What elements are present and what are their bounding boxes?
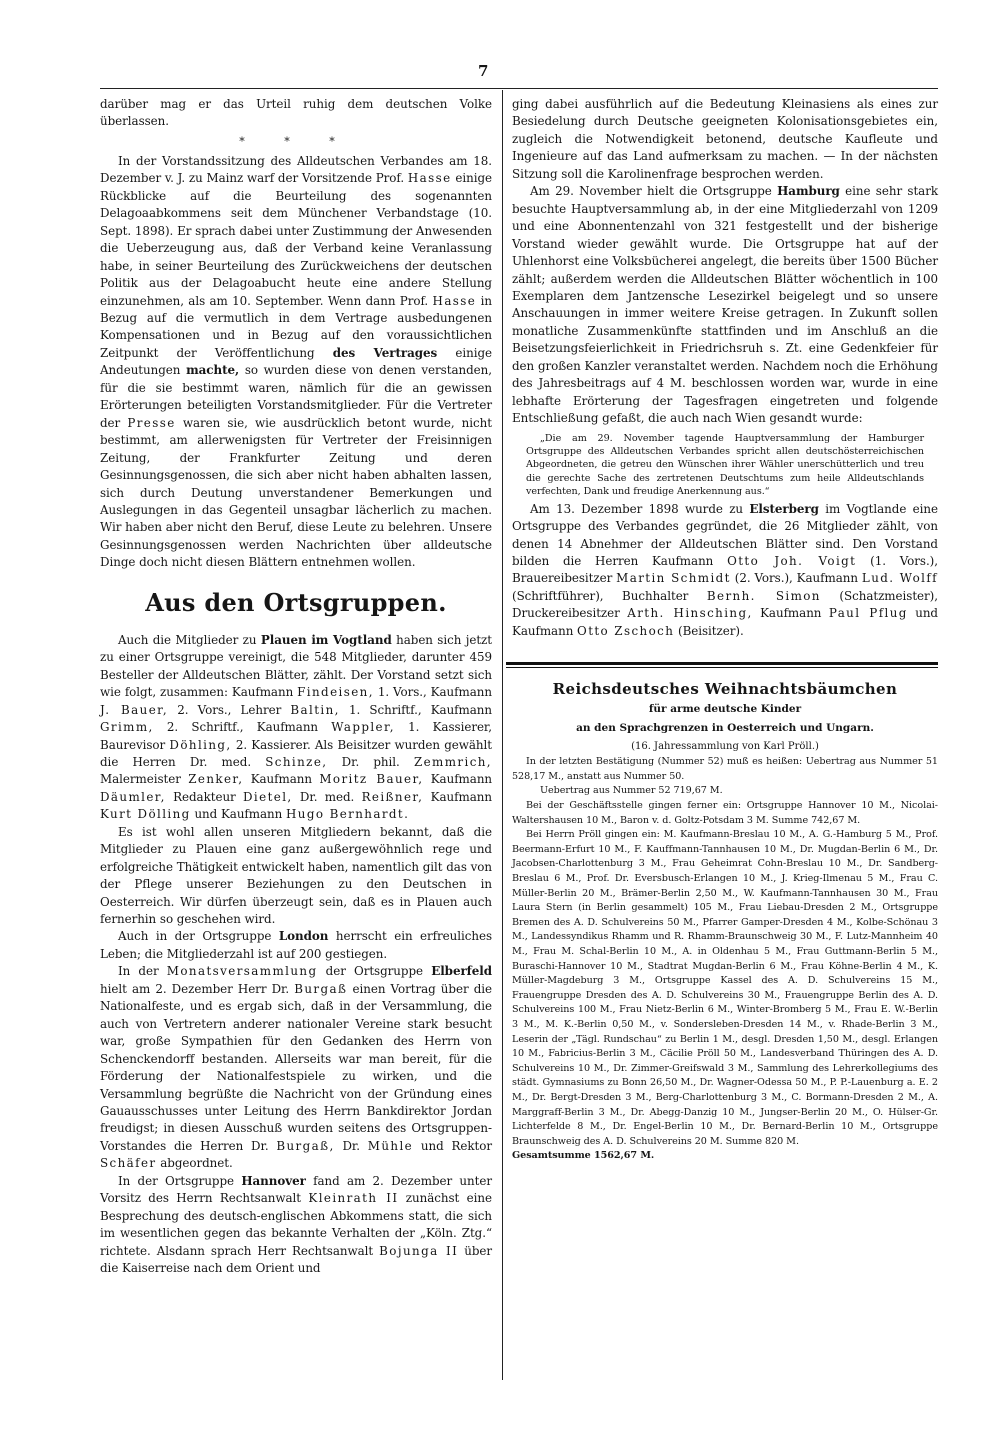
paragraph-hannover: In der Ortsgruppe Hannover fand am 2. Dezember unter Vorsitz des Herrn Rechtsanwalt Kleinrath II zunächst eine Besprechung des deutsch-englischen Abkommens statt, die sich im wesentlichen gegen das bekannte Verhalten der „Köln. Ztg.“ richtete. Alsdann sprach Herr Rechtsanwalt Bojunga II über die Kaiserreise nach dem Orient und bbox=[100, 1173, 493, 1276]
right-column bbox=[512, 96, 938, 1164]
paragraph-elberfeld: In der Monatsversammlung der Ortsgruppe Elberfeld hielt am 2. Dezember Herr Dr. Burgaß einen Vortrag über die Nationalfeste, und es ergab sich, daß in der Versammlung, die auch von Vertretern anderer nationaler Vereine stark besucht war, große Sympathien für den Gedanken des Herrn von Schenckendorff bestanden. Allerseits war man bereit, für die Förderung der Nationalfestspiele zu wirken, und die Versammlung begrüßte die Nachricht von der Gründung eines Gauausschusses unter Leitung des Herrn Bankdirektor Jordan freudigst; in diesen Ausschuß wurden seitens des Ortsgruppen-Vorstandes die Herren Dr. Burgaß, Dr. Mühle und Rektor Schäfer abgeordnet. bbox=[100, 964, 493, 1171]
paragraph-continuation-right: ging dabei ausführlich auf die Bedeutung Kleinasiens als eines zur Besiedelung durch Deutsche geeigneten Kolonisationsgebietes ein, zugleich die Notwendigkeit betonend, deutsche Kaufleute und Ingenieure auf das Land aufmerksam zu machen. — In der nächsten Sitzung soll die Karolinenfrage besprochen werden. bbox=[512, 97, 938, 181]
paragraph-plauen: Auch die Mitglieder zu Plauen im Vogtland haben sich jetzt zu einer Ortsgruppe vereinigt, die 548 Mitglieder, darunter 459 Besteller der Alldeutschen Blätter, zählt. Der Vorstand setzt sich wie folgt, zusammen: Kaufmann Findeisen, 1. Vors., Kaufmann J. Bauer, 2. Vors., Lehrer Baltin, 1. Schriftf., Kaufmann Grimm, 2. Schriftf., Kaufmann Wappler, 1. Kassierer, Baurevisor Döhling, 2. Kassierer. Als Beisitzer wurden gewählt die Herren Dr. med. Schinze, Dr. phil. Zemmrich, Malermeister Zenker, Kaufmann Moritz Bauer, Kaufmann Däumler, Redakteur Dietel, Dr. med. Reißner, Kaufmann Kurt Dölling und Kaufmann Hugo Bernhardt. bbox=[100, 632, 493, 822]
page-number: 7 bbox=[478, 62, 489, 80]
box-rule bbox=[506, 662, 938, 668]
box-collection-note: (16. Jahressammlung von Karl Pröll.) bbox=[631, 741, 819, 753]
resolution-quote: „Die am 29. November tagende Hauptversammlung der Hamburger Ortsgruppe des Alldeutschen Verbandes spricht allen deutschösterreichischen Abgeordneten, die getreu den Wünschen ihrer Wähler unerschütterlich und treu die gerechte Sache des zertretenen Deutschtums zum heile Alldeutschlands verfechten, Dank und freudige Anerkennung aus.“ bbox=[526, 432, 924, 498]
paragraph-london: Auch in der Ortsgruppe London herrscht ein erfreuliches Leben; die Mitgliederzahl ist auf 200 gestiegen. bbox=[100, 929, 493, 961]
box-donor-list: Bei Herrn Pröll gingen ein: M. Kaufmann-Breslau 10 M., A. G.-Hamburg 5 M., Prof. Beermann-Erfurt 10 M., F. Kauffmann-Tannhausen 10 M., Dr. Mugdan-Berlin 6 M., Dr. Jacobsen-Charlottenburg 3 M., Frau Geheimrat Cohn-Breslau 10 M., Dr. Sandberg-Breslau 6 M., Prof. Dr. Eversbusch-Erlangen 10 M., J. Krieg-Ilmenau 5 M., Frau C. Müller-Berlin 20 M., Brämer-Berlin 2,50 M., W. Kaufmann-Tannhausen 30 M., Frau Laura Stern (in Berlin gesammelt) 105 M., Frau Liebau-Dresden 2 M., Ortsgruppe Bremen des A. D. Schulvereins 50 M., Pfarrer Gamper-Dresden 4 M., Kolbe-Schönau 3 M., Landessyndikus Rhamm und R. Rhamm-Braunschweig 30 M., F. Lutz-Mannheim 40 M., Frau M. Schal-Berlin 10 M., A. in Oldenhau 5 M., Frau Guttmann-Berlin 5 M., Buraschi-Hannover 10 M., Stadtrat Mugdan-Berlin 6 M., Frau Köhne-Berlin 4 M., K. Müller-Magdeburg 3 M., Ortsgruppe Kassel des A. D. Schulvereins 15 M., Frauengruppe Dresden des A. D. Schulvereins 30 M., Frauengruppe Berlin des A. D. Schulvereins 100 M., Frau Nietz-Berlin 6 M., Winter-Bromberg 5 M., Frau E. W.-Berlin 3 M., M. K.-Berlin 0,50 M., v. Sondersleben-Dresden 14 M., v. Rhade-Berlin 3 M., Leserin der „Tägl. Rundschau“ zu Berlin 1 M., desgl. Dresden 1,50 M., desgl. Erlangen 10 M., Fabricius-Berlin 3 M., Cäcilie Pröll 50 M., Landesverband Thüringen des A. D. Schulvereins 10 M., Dr. Zimmer-Greifswald 3 M., Sammlung des Lehrerkollegiums des städt. Gymnasiums zu Bonn 26,50 M., Dr. Wagner-Odessa 50 M., P. P.-Lauenburg a. E. 2 M., Dr. Bergt-Dresden 3 M., Berg-Charlottenburg 3 M., C. Bormann-Dresden 2 M., A. Marggraff-Berlin 3 M., Dr. Abegg-Danzig 10 M., Jungser-Berlin 20 M., O. Hülser-Gr. Lichterfelde 8 M., Dr. Engel-Berlin 10 M., Dr. Bernard-Berlin 10 M., Ortsgruppe Braunschweig des A. D. Schulvereins 20 M. Summe 820 M. bbox=[512, 829, 938, 1147]
box-correction: In der letzten Bestätigung (Nummer 52) muß es heißen: Uebertrag aus Nummer 51 528,17 M., anstatt aus Nummer 50. bbox=[512, 756, 938, 782]
box-title: Reichsdeutsches Weihnachtsbäumchen bbox=[552, 680, 898, 699]
paragraph-vorstandssitzung: In der Vorstandssitzung des Alldeutschen Verbandes am 18. Dezember v. J. zu Mainz warf der Vorsitzende Prof. Hasse einige Rückblicke auf die Beurteilung des sogenannten Delagoaabkommens seit dem Münchener Verbandstage (10. Sept. 1898). Er sprach dabei unter Zustimmung der Anwesenden die Ueberzeugung aus, daß der Verband keine Veranlassung habe, in seiner Beurteilung des Zurückweichens der deutschen Politik aus der Delagoabucht heute eine andere Stellung einzunehmen, als am 10. September. Wenn dann Prof. Hasse in Bezug auf die vermutlich in dem Vertrage ausbedungenen Kompensationen und in Bezug auf den voraussichtlichen Zeitpunkt der Veröffentlichung des Vertrages einige Andeutungen machte, so wurden diese von denen verstanden, für die sie bestimmt waren, nämlich für die an gewissen Erörterungen beteiligten Vorstandsmitglieder. Für die Vertreter der Presse waren sie, wie ausdrücklich betont wurde, nicht bestimmt, am allerwenigsten für Vertreter der Freisinnigen Zeitung, der Frankfurter Zeitung und deren Gesinnungsgenossen, die sich aber nicht haben abhalten lassen, sich durch Deutung unverstandener Bemerkungen und Auslegungen in das Gegenteil unsagbar lächerlich zu machen. Wir haben aber nicht den Beruf, diese Leute zu belehren. Unsere Gesinnungsgenossen werden Nachrichten über alldeutsche Dinge doch nicht diesen Blättern entnehmen wollen. bbox=[100, 153, 493, 570]
paragraph-elsterberg: Am 13. Dezember 1898 wurde zu Elsterberg im Vogtlande eine Ortsgruppe des Verbandes gegründet, die 26 Mitglieder zählt, von denen 14 Abnehmer der Alldeutschen Blätter sind. Den Vorstand bilden die Herren Kaufmann Otto Joh. Voigt (1. Vors.), Brauereibesitzer Martin Schmidt (2. Vors.), Kaufmann Lud. Wolff (Schriftführer), Buchhalter Bernh. Simon (Schatzmeister), Druckereibesitzer Arth. Hinsching, Kaufmann Paul Pflug und Kaufmann Otto Zschoch (Beisitzer). bbox=[512, 501, 939, 638]
box-total: Gesamtsumme 1562,67 M. bbox=[512, 1150, 655, 1162]
box-subtitle: für arme deutsche Kinder bbox=[648, 703, 802, 716]
column-divider bbox=[502, 90, 503, 1380]
left-column bbox=[100, 96, 492, 1278]
box-office-donations: Bei der Geschäftsstelle gingen ferner ein: Ortsgruppe Hannover 10 M., Nicolai-Waltershausen 10 M., Baron v. d. Goltz-Potsdam 3 M. Summe 742,67 M. bbox=[512, 800, 938, 826]
paragraph-hamburg: Am 29. November hielt die Ortsgruppe Hamburg eine sehr stark besuchte Hauptversammlung ab, in der eine Mitgliederzahl von 1209 und eine Abonnentenzahl von 321 festgestellt und der bisherige Vorstand wieder gewählt wurde. Die Ortsgruppe hat auf der Uhlenhorst eine Volksbücherei angelegt, die bereits über 1500 Bücher zählt; außerdem werden die Alldeutschen Blätter wöchentlich in 100 Exemplaren dem Jantzensche Lesezirkel beigelegt und so unsere Anschauungen in immer weitere Kreise getragen. In Zukunft sollen monatliche Zusammenkünfte stattfinden und im Anschluß an die Beisetzungsfeierlichkeit in Friedrichsruh s. Zt. eine Gedenkfeier für den großen Kanzler veranstaltet werden. Nachdem noch die Erhöhung des Jahresbeitrags auf 4 M. beschlossen worden war, wurde in eine lebhafte Erörterung der Tagesfragen eingetreten und folgende Entschließung gefaßt, die auch nach Wien gesandt wurde: bbox=[512, 184, 939, 426]
box-subtitle-2: an den Sprachgrenzen in Oesterreich und Ungarn. bbox=[576, 722, 874, 735]
section-heading: Aus den Ortsgruppen. bbox=[145, 587, 447, 617]
top-rule bbox=[100, 88, 938, 89]
box-carryover: Uebertrag aus Nummer 52 719,67 M. bbox=[540, 785, 723, 797]
paragraph-continuation: darüber mag er das Urteil ruhig dem deutschen Volke überlassen. bbox=[100, 97, 492, 129]
paragraph-plauen-activity: Es ist wohl allen unseren Mitgliedern bekannt, daß die Mitglieder zu Plauen eine ganz außergewöhnlich rege und erfolgreiche Thätigkeit entwickelt haben, namentlich gilt das von der Pflege unserer Beziehungen zu den Deutschen in Oesterreich. Wir dürfen überzeugt sein, daß es in Plauen auch fernerhin so geschehen wird. bbox=[100, 824, 492, 927]
section-separator: * * * bbox=[239, 134, 353, 148]
